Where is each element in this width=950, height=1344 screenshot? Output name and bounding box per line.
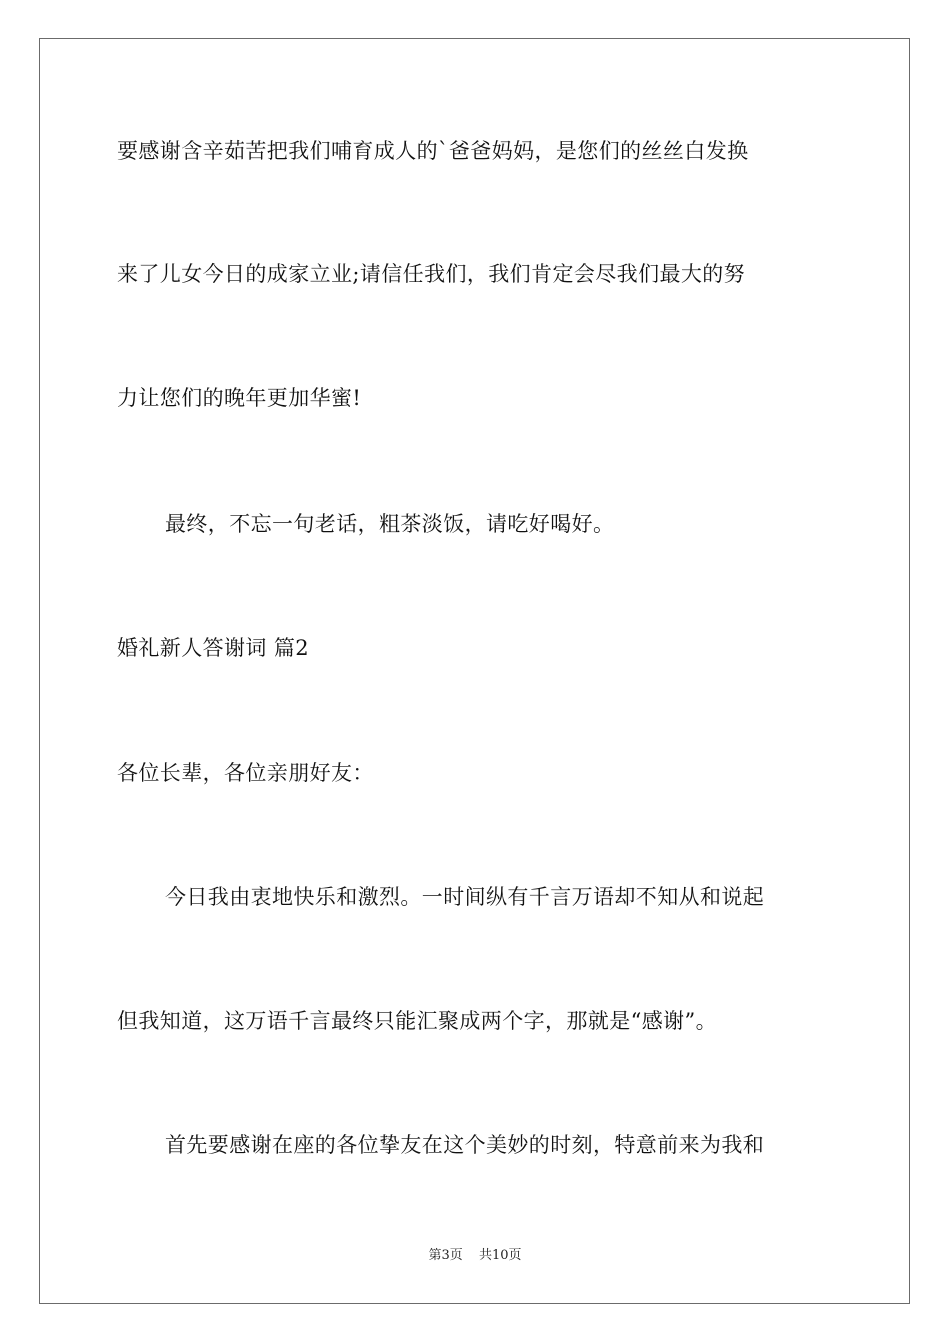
page-number: 第3页 bbox=[428, 1248, 463, 1263]
page-border bbox=[39, 38, 910, 1304]
section-heading: 婚礼新人答谢词 篇2 bbox=[117, 636, 310, 660]
page-footer bbox=[0, 1247, 950, 1265]
paragraph-line-2: 但我知道，这万语千言最终只能汇聚成两个字，那就是“感谢”。 bbox=[117, 1009, 718, 1033]
body-line-1: 要感谢含辛茹苦把我们哺育成人的`爸爸妈妈，是您们的丝丝白发换 bbox=[117, 139, 749, 163]
total-pages: 共10页 bbox=[478, 1248, 522, 1263]
salutation: 各位长辈，各位亲朋好友： bbox=[117, 761, 374, 785]
paragraph-closing: 最终，不忘一句老话，粗茶淡饭，请吃好喝好。 bbox=[165, 512, 615, 536]
body-line-2: 来了儿女今日的成家立业;请信任我们，我们肯定会尽我们最大的努 bbox=[117, 262, 746, 286]
paragraph-line-1: 今日我由衷地快乐和激烈。一时间纵有千言万语却不知从和说起 bbox=[165, 885, 765, 909]
body-line-3: 力让您们的晚年更加华蜜! bbox=[117, 386, 362, 410]
paragraph-line-3: 首先要感谢在座的各位挚友在这个美妙的时刻，特意前来为我和 bbox=[165, 1133, 765, 1157]
